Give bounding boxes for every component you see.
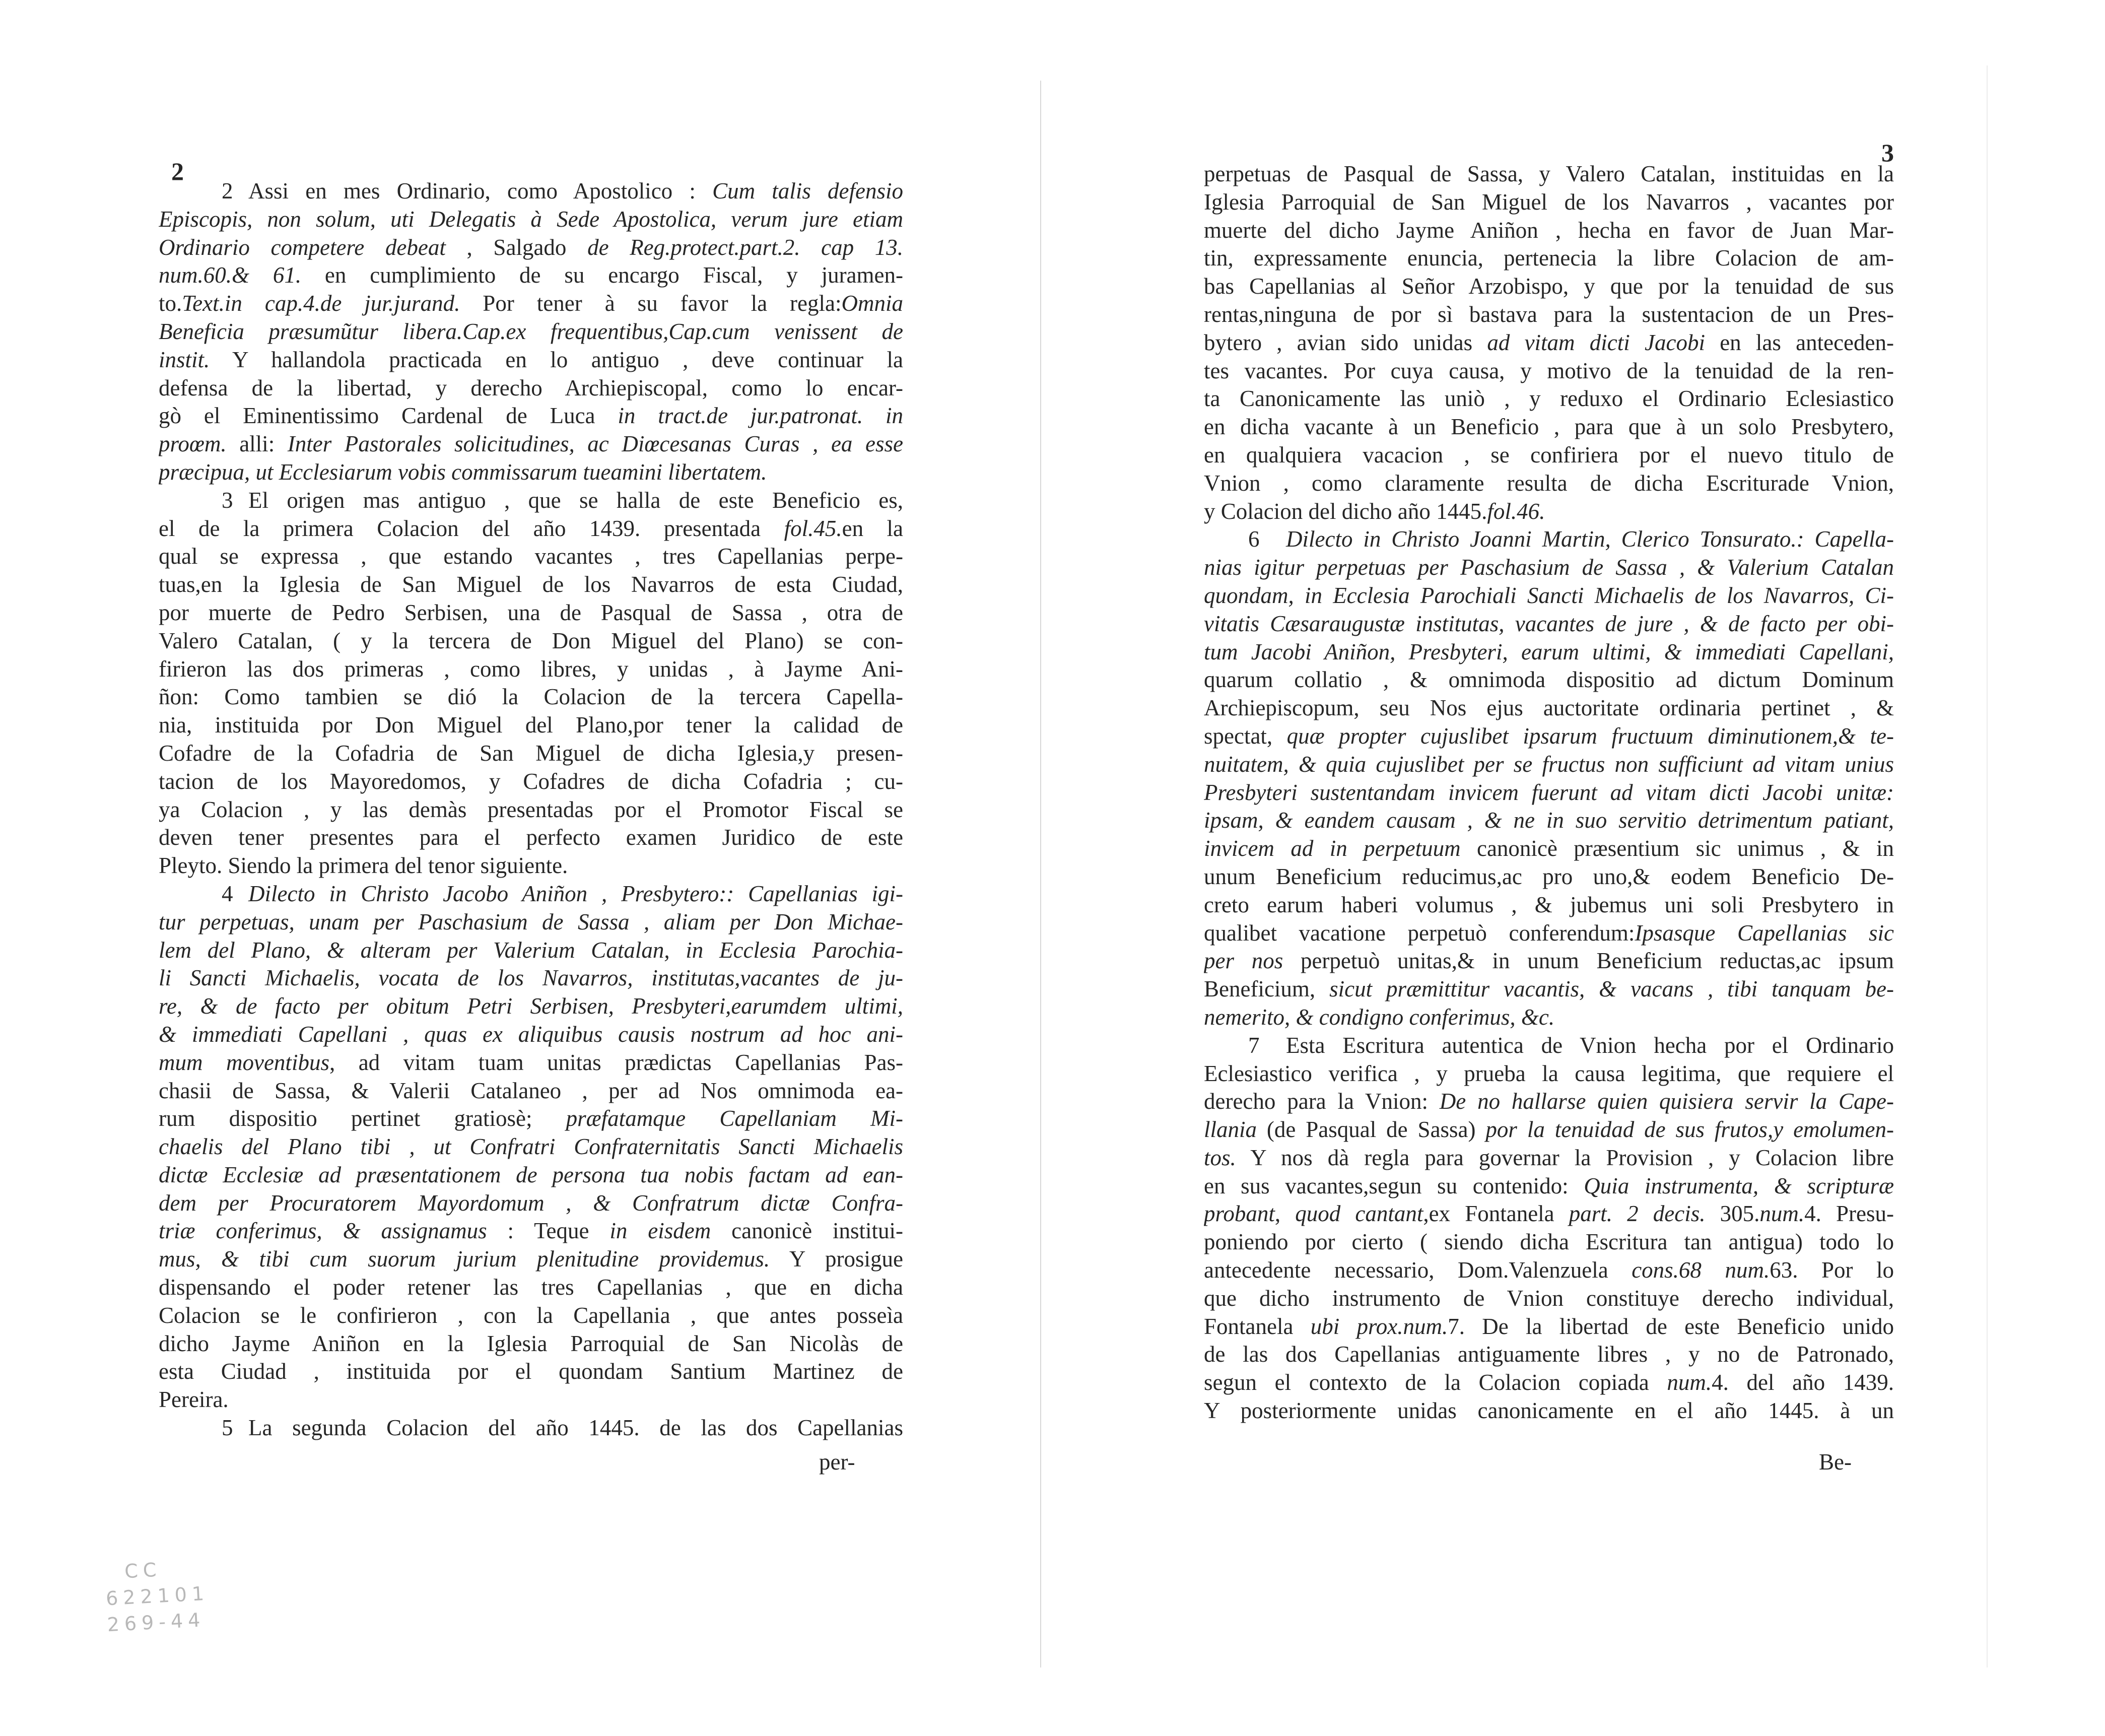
text-line (1204, 863, 1894, 891)
text-line (1204, 329, 1894, 357)
text: 305. (1705, 1201, 1760, 1227)
text: de las dos Capellanias antiguamente libres , y no de Patronado, (1204, 1342, 1894, 1367)
left-page-text (159, 177, 903, 1442)
italic-text: fol.46. (1487, 498, 1545, 524)
italic-text: num. (1759, 1201, 1805, 1227)
text: Vnion , como claramente resulta de dicha Escriturade Vnion, (1204, 470, 1894, 496)
text-line (1204, 1116, 1894, 1144)
page-number-right: 3 (1881, 139, 1894, 167)
page-edge-line (1987, 65, 1988, 1667)
paragraph-number: 7 (1248, 1032, 1260, 1058)
text-line (1204, 666, 1894, 694)
italic-text: præcipua, ut Ecclesiarum vobis commissarum tueamini libertatem. (159, 459, 767, 485)
text: ya Colacion , y las demàs presentadas por el Promotor Fiscal se (159, 796, 903, 822)
text-line (1204, 160, 1894, 188)
text: (de Pasqual de Sassa) (1257, 1117, 1486, 1143)
text-line (1204, 1313, 1894, 1341)
text: unum Beneficium reducimus,ac pro uno,& eodem Beneficio De- (1204, 863, 1894, 889)
text-line (1204, 1172, 1894, 1200)
italic-text: quondam, in Ecclesia Parochiali Sancti Michaelis de los Navarros, Ci- (1204, 582, 1894, 608)
text-line (159, 740, 903, 768)
catchword-left: per- (819, 1449, 855, 1475)
italic-text: Omnia (841, 291, 903, 316)
italic-text: chaelis del Plano tibi , ut Confratri Confraternitatis Sancti Michaelis (159, 1134, 903, 1160)
italic-text: in eisdem (609, 1218, 711, 1244)
text: Por tener à su favor la regla: (460, 291, 842, 316)
italic-text: cons.68 num. (1632, 1257, 1770, 1283)
text-line (159, 1189, 903, 1218)
text-line (1204, 1032, 1894, 1060)
text: : Teque (487, 1218, 610, 1244)
italic-text: nemerito, & condigno conferimus, &c. (1204, 1004, 1555, 1030)
italic-text: invicem ad in perpetuum (1204, 836, 1461, 861)
text-line (159, 1330, 903, 1358)
text-line (159, 1021, 903, 1049)
text-line (1204, 1397, 1894, 1425)
text-line (159, 402, 903, 430)
text: Beneficium, (1204, 976, 1330, 1002)
italic-text: lem del Plano, & alteram per Valerium Catalan, in Ecclesia Parochia- (159, 937, 903, 963)
italic-text: triæ conferimus, & assignamus (159, 1218, 487, 1244)
text: La segunda Colacion del año 1445. de las dos Capellanias (248, 1415, 903, 1441)
italic-text: mum moventibus (159, 1049, 329, 1075)
text-line (1204, 947, 1894, 975)
italic-text: probant (1204, 1201, 1275, 1227)
text: qualibet vacatione perpetuò conferendum: (1204, 920, 1635, 946)
italic-text: Presbyteri sustentandam invicem fuerunt ad vitam dicti Jacobi unitæ: (1204, 779, 1894, 805)
italic-text: dictæ Ecclesiæ ad præsentationem de persona tua nobis factam ad ean- (159, 1162, 903, 1187)
italic-text: li Sancti Michaelis, vocata de los Navarros, institutas,vacantes de ju- (159, 965, 903, 991)
text: en qualquiera vacacion , se confiriera por el nuevo titulo de (1204, 442, 1894, 468)
text-line (159, 1105, 903, 1133)
text-line (1204, 188, 1894, 217)
text-line (159, 964, 903, 992)
text: y Colacion del dicho año 1445. (1204, 498, 1487, 524)
text: que dicho instrumento de Vnion constituye derecho individual, (1204, 1285, 1894, 1311)
text-line (1204, 722, 1894, 751)
text: nia, instituida por Don Miguel del Plano,por tener la calidad de (159, 712, 903, 738)
text-line (159, 1302, 903, 1330)
text-line (159, 992, 903, 1021)
text: 4. Presu- (1804, 1201, 1894, 1227)
italic-text: llania (1204, 1117, 1257, 1143)
text: Y posteriormente unidas canonicamente en el año 1445. à un (1204, 1398, 1894, 1424)
text: , (1274, 1201, 1296, 1227)
text-line (159, 1274, 903, 1302)
italic-text: instit. (159, 347, 210, 372)
text: Assi en mes Ordinario, como Apostolico : (248, 178, 713, 204)
text-line (1204, 751, 1894, 779)
text-line (159, 852, 903, 880)
margin-note-line: 622101 (105, 1582, 210, 1610)
text: Valero Catalan, ( y la tercera de Don Miguel del Plano) se con- (159, 628, 903, 653)
text-line (1204, 273, 1894, 301)
text: Colacion se le confirieron , con la Capellania , que antes posseìa (159, 1302, 903, 1328)
text-line (1204, 1228, 1894, 1256)
text-line (159, 374, 903, 403)
text-line (1204, 498, 1894, 526)
text-line (1204, 694, 1894, 722)
text-line (1204, 610, 1894, 638)
italic-text: quæ propter cujuslibet ipsarum fructuum diminutionem,& te- (1286, 723, 1894, 749)
right-page-text (1204, 160, 1894, 1425)
text-line (1204, 891, 1894, 919)
italic-text: ipsam, & eandem causam , & ne in suo servitio detrimentum patiant, (1204, 808, 1894, 833)
italic-text: Dilecto in Christo Joanni Martin, Clerico Tonsurato.: Capella- (1286, 526, 1894, 552)
text: El origen mas antiguo , que se halla de este Beneficio es, (248, 487, 903, 513)
text-line (159, 1358, 903, 1386)
page-gutter-line (1040, 81, 1041, 1667)
paragraph-number: 4 (222, 881, 233, 906)
italic-text: Text.in cap.4.de jur.jurand. (182, 291, 460, 316)
text: defensa de la libertad, y derecho Archiepiscopal, como lo encar- (159, 375, 903, 400)
text-line (1204, 1004, 1894, 1032)
text-line (159, 346, 903, 374)
text-line (159, 1077, 903, 1105)
text: firieron las dos primeras , como libres, y unidas , à Jayme Ani- (159, 656, 903, 682)
text-line (1204, 244, 1894, 273)
text-line (159, 177, 903, 206)
text-line (1204, 1060, 1894, 1088)
text-line (159, 290, 903, 318)
text-line (159, 430, 903, 458)
catchword-right: Be- (1819, 1449, 1852, 1475)
text-line (1204, 1200, 1894, 1228)
text-line (159, 1386, 903, 1414)
text: tuas,en la Iglesia de San Miguel de los Navarros de esta Ciudad, (159, 572, 903, 597)
text: chasii de Sassa, & Valerii Catalaneo , per ad Nos omnimoda ea- (159, 1078, 903, 1103)
text: rum dispositio pertinet gratiosè; (159, 1106, 566, 1131)
italic-text: nuitatem, & quia cujuslibet per se fructus non sufficiunt ad vitam unius (1204, 751, 1894, 777)
italic-text: Inter Pastorales solicitudines, ac Diœcesanas Curas , ea esse (287, 431, 903, 457)
text: por muerte de Pedro Serbisen, una de Pasqual de Sassa , otra de (159, 599, 903, 625)
italic-text: Beneficia præsumũtur libera.Cap.ex frequentibus,Cap.cum venissent de (159, 318, 903, 344)
paragraph-number: 3 (222, 487, 233, 513)
text-line (159, 908, 903, 937)
text: spectat, (1204, 723, 1287, 749)
text-line (1204, 835, 1894, 863)
text-line (159, 1414, 903, 1442)
text-line (1204, 1341, 1894, 1369)
text-line (159, 599, 903, 627)
text-line (1204, 385, 1894, 413)
text-line (1204, 779, 1894, 807)
text: gò el Eminentissimo Cardenal de Luca (159, 403, 618, 429)
text: Pereira. (159, 1387, 229, 1413)
margin-note (104, 1554, 211, 1638)
italic-text: re, & de facto per obitum Petri Serbisen, Presbyteri,earumdem ultimi, (159, 993, 903, 1019)
paragraph-number: 5 (222, 1415, 233, 1441)
text: perpetuò unitas,& in unum Beneficium reductas,ac ipsum (1283, 948, 1894, 974)
text: quarum collatio , & omnimoda dispositio ad dictum Dominum (1204, 667, 1894, 693)
italic-text: part. 2 decis. (1569, 1201, 1706, 1227)
italic-text: por la tenuidad de sus frutos,y emolumen- (1485, 1117, 1894, 1143)
italic-text: ubi prox.num. (1310, 1313, 1448, 1339)
text-line (159, 711, 903, 740)
text-line (159, 655, 903, 684)
italic-text: per nos (1204, 948, 1283, 974)
text: canonicè præsentium sic unimus , & in (1460, 836, 1894, 861)
text: qual se expressa , que estando vacantes , tres Capellanias perpe- (159, 544, 903, 569)
text-line (1204, 525, 1894, 554)
text: 63. Por lo (1770, 1257, 1894, 1283)
italic-text: num. (1667, 1370, 1712, 1395)
text: creto earum haberi volumus , & jubemus uni soli Presbytero in (1204, 892, 1894, 917)
text: Iglesia Parroquial de San Miguel de los Navarros , vacantes por (1204, 189, 1894, 215)
italic-text: tum Jacobi Aniñon, Presbyteri, earum ultimi, & immediati Capellani, (1204, 639, 1894, 664)
text-line (159, 318, 903, 346)
text: el de la primera Colacion del año 1439. presentada (159, 515, 784, 541)
text: , Salgado (445, 234, 588, 260)
italic-text: De no hallarse quien quisiera servir la Cape- (1439, 1089, 1894, 1114)
text-line (1204, 441, 1894, 470)
text: antecedente necessario, Dom.Valenzuela (1204, 1257, 1632, 1283)
text-line (159, 824, 903, 852)
text-line (1204, 301, 1894, 329)
text-line (159, 515, 903, 543)
text-line (159, 768, 903, 796)
text: tin, expressamente enuncia, pertenecia la libre Colacion de am- (1204, 245, 1894, 271)
text-line (1204, 582, 1894, 610)
text: Esta Escritura autentica de Vnion hecha por el Ordinario (1286, 1032, 1894, 1058)
italic-text: tos. (1204, 1145, 1236, 1170)
italic-text: quod cantant (1295, 1201, 1423, 1227)
italic-text: proœm. (159, 431, 227, 457)
italic-text: sicut præmittitur vacantis, & vacans , tibi tanquam be- (1329, 976, 1894, 1002)
text: alli: (226, 431, 288, 457)
text-line (1204, 554, 1894, 582)
italic-text: fol.45. (784, 515, 842, 541)
text: en dicha vacante à un Beneficio , para que à un solo Presbytero, (1204, 414, 1894, 440)
margin-note-line: CC (124, 1558, 162, 1583)
text-line (1204, 1088, 1894, 1116)
text-line (159, 458, 903, 487)
text-line (159, 937, 903, 965)
text-line (159, 543, 903, 571)
text-line (1204, 919, 1894, 948)
text: Cofadre de la Cofadria de San Miguel de dicha Iglesia,y presen- (159, 740, 903, 766)
text-line (159, 1133, 903, 1161)
text-line (1204, 470, 1894, 498)
italic-text: nias igitur perpetuas per Paschasium de Sassa , & Valerium Catalan (1204, 555, 1894, 580)
text: ,ex Fontanela (1423, 1201, 1569, 1227)
text-line (159, 261, 903, 290)
text: deven tener presentes para el perfecto examen Juridico de este (159, 825, 903, 850)
italic-text: dem per Procuratorem Mayordomum , & Confratrum dictæ Confra- (159, 1190, 903, 1216)
text-line (159, 1161, 903, 1189)
text: 4. del año 1439. (1712, 1370, 1894, 1395)
italic-text: in tract.de jur.patronat. in (618, 403, 903, 429)
text-line (1204, 357, 1894, 385)
italic-text: tur perpetuas, unam per Paschasium de Sassa , aliam per Don Michae- (159, 909, 903, 934)
text: to. (159, 291, 182, 316)
text: Eclesiastico verifica , y prueba la causa legitima, que requiere el (1204, 1060, 1894, 1086)
margin-note-line: 269-44 (106, 1609, 206, 1636)
text: tes vacantes. Por cuya causa, y motivo de la tenuidad de la ren- (1204, 358, 1894, 383)
italic-text: & immediati Capellani , quas ex aliquibus causis nostrum ad hoc ani- (159, 1021, 903, 1047)
text: perpetuas de Pasqual de Sassa, y Valero Catalan, instituidas en la (1204, 161, 1894, 186)
text: ñon: Como tambien se dió la Colacion de la tercera Capella- (159, 684, 903, 710)
text: dicho Jayme Aniñon en la Iglesia Parroquial de San Nicolàs de (159, 1330, 903, 1356)
italic-text: Ordinario competere debeat (159, 234, 446, 260)
italic-text: Cum talis defensio (712, 178, 903, 204)
text-line (1204, 638, 1894, 666)
text: Y nos dà regla para governar la Provision , y Colacion libre (1236, 1145, 1894, 1170)
italic-text: vitatis Cæsaraugustæ institutas, vacantes de jure , & de facto per obi- (1204, 611, 1894, 636)
paragraph-number: 6 (1248, 526, 1260, 552)
italic-text: mus, & tibi cum suorum jurium plenitudine providemus. (159, 1246, 770, 1272)
text: en sus vacantes,segun su contenido: (1204, 1173, 1584, 1198)
text-line (159, 487, 903, 515)
text: Pleyto. Siendo la primera del tenor siguiente. (159, 853, 568, 879)
text: Y prosigue (770, 1246, 903, 1272)
text-line (1204, 1369, 1894, 1397)
text: en la (842, 515, 903, 541)
text: Y hallandola practicada en lo antiguo , deve continuar la (210, 347, 903, 372)
text-line (1204, 1285, 1894, 1313)
paragraph-number: 2 (222, 178, 233, 204)
text: tacion de los Mayoredomos, y Cofadres de dicha Cofadria ; cu- (159, 768, 903, 794)
text: en las anteceden- (1705, 329, 1894, 355)
text-line (1204, 217, 1894, 245)
italic-text: Ipsasque Capellanias sic (1635, 920, 1894, 946)
italic-text: Dilecto in Christo Jacobo Aniñon , Presbytero:: Capellanias igi- (248, 881, 903, 906)
text: Archiepiscopum, seu Nos ejus auctoritate ordinaria pertinet , & (1204, 695, 1894, 721)
text: 7. De la libertad de este Beneficio unido (1448, 1313, 1894, 1339)
text: bas Capellanias al Señor Arzobispo, y que por la tenuidad de sus (1204, 274, 1894, 299)
text: dispensando el poder retener las tres Capellanias , que en dicha (159, 1275, 903, 1300)
italic-text: Episcopis, non solum, uti Delegatis à Sede Apostolica, verum jure etiam (159, 206, 903, 232)
text: segun el contexto de la Colacion copiada (1204, 1370, 1667, 1395)
text-line (159, 683, 903, 711)
text-line (159, 1049, 903, 1077)
italic-text: num.60.& 61. (159, 262, 302, 288)
text: muerte del dicho Jayme Aniñon , hecha en favor de Juan Mar- (1204, 217, 1894, 243)
text-line (1204, 1256, 1894, 1285)
italic-text: præfatamque Capellaniam Mi- (566, 1106, 903, 1131)
text-line (159, 1245, 903, 1274)
text-line (1204, 807, 1894, 835)
text-line (1204, 413, 1894, 441)
text: canonicè institui- (711, 1218, 903, 1244)
text: esta Ciudad , instituida por el quondam Santium Martinez de (159, 1359, 903, 1384)
italic-text: de Reg.protect.part.2. cap 13. (587, 234, 903, 260)
text: poniendo por cierto ( siendo dicha Escritura tan antigua) todo lo (1204, 1229, 1894, 1255)
page-number-left: 2 (171, 157, 184, 185)
text-line (1204, 975, 1894, 1004)
italic-text: Quia instrumenta, & scripturæ (1584, 1173, 1894, 1198)
text: en cumplimiento de su encargo Fiscal, y juramen- (301, 262, 903, 288)
text-line (159, 880, 903, 908)
italic-text: ad vitam dicti Jacobi (1487, 329, 1705, 355)
text-line (159, 206, 903, 234)
text: bytero , avian sido unidas (1204, 329, 1487, 355)
text: , ad vitam tuam unitas prædictas Capellanias Pas- (329, 1049, 903, 1075)
text: ta Canonicamente las uniò , y reduxo el Ordinario Eclesiastico (1204, 386, 1894, 412)
text: rentas,ninguna de por sì bastava para la sustentacion de un Pres- (1204, 301, 1894, 327)
text: derecho para la Vnion: (1204, 1089, 1440, 1114)
text-line (159, 571, 903, 599)
text-line (159, 1217, 903, 1245)
text-line (159, 234, 903, 262)
text: Fontanela (1204, 1313, 1311, 1339)
text-line (1204, 1144, 1894, 1172)
text-line (159, 627, 903, 655)
text-line (159, 796, 903, 824)
